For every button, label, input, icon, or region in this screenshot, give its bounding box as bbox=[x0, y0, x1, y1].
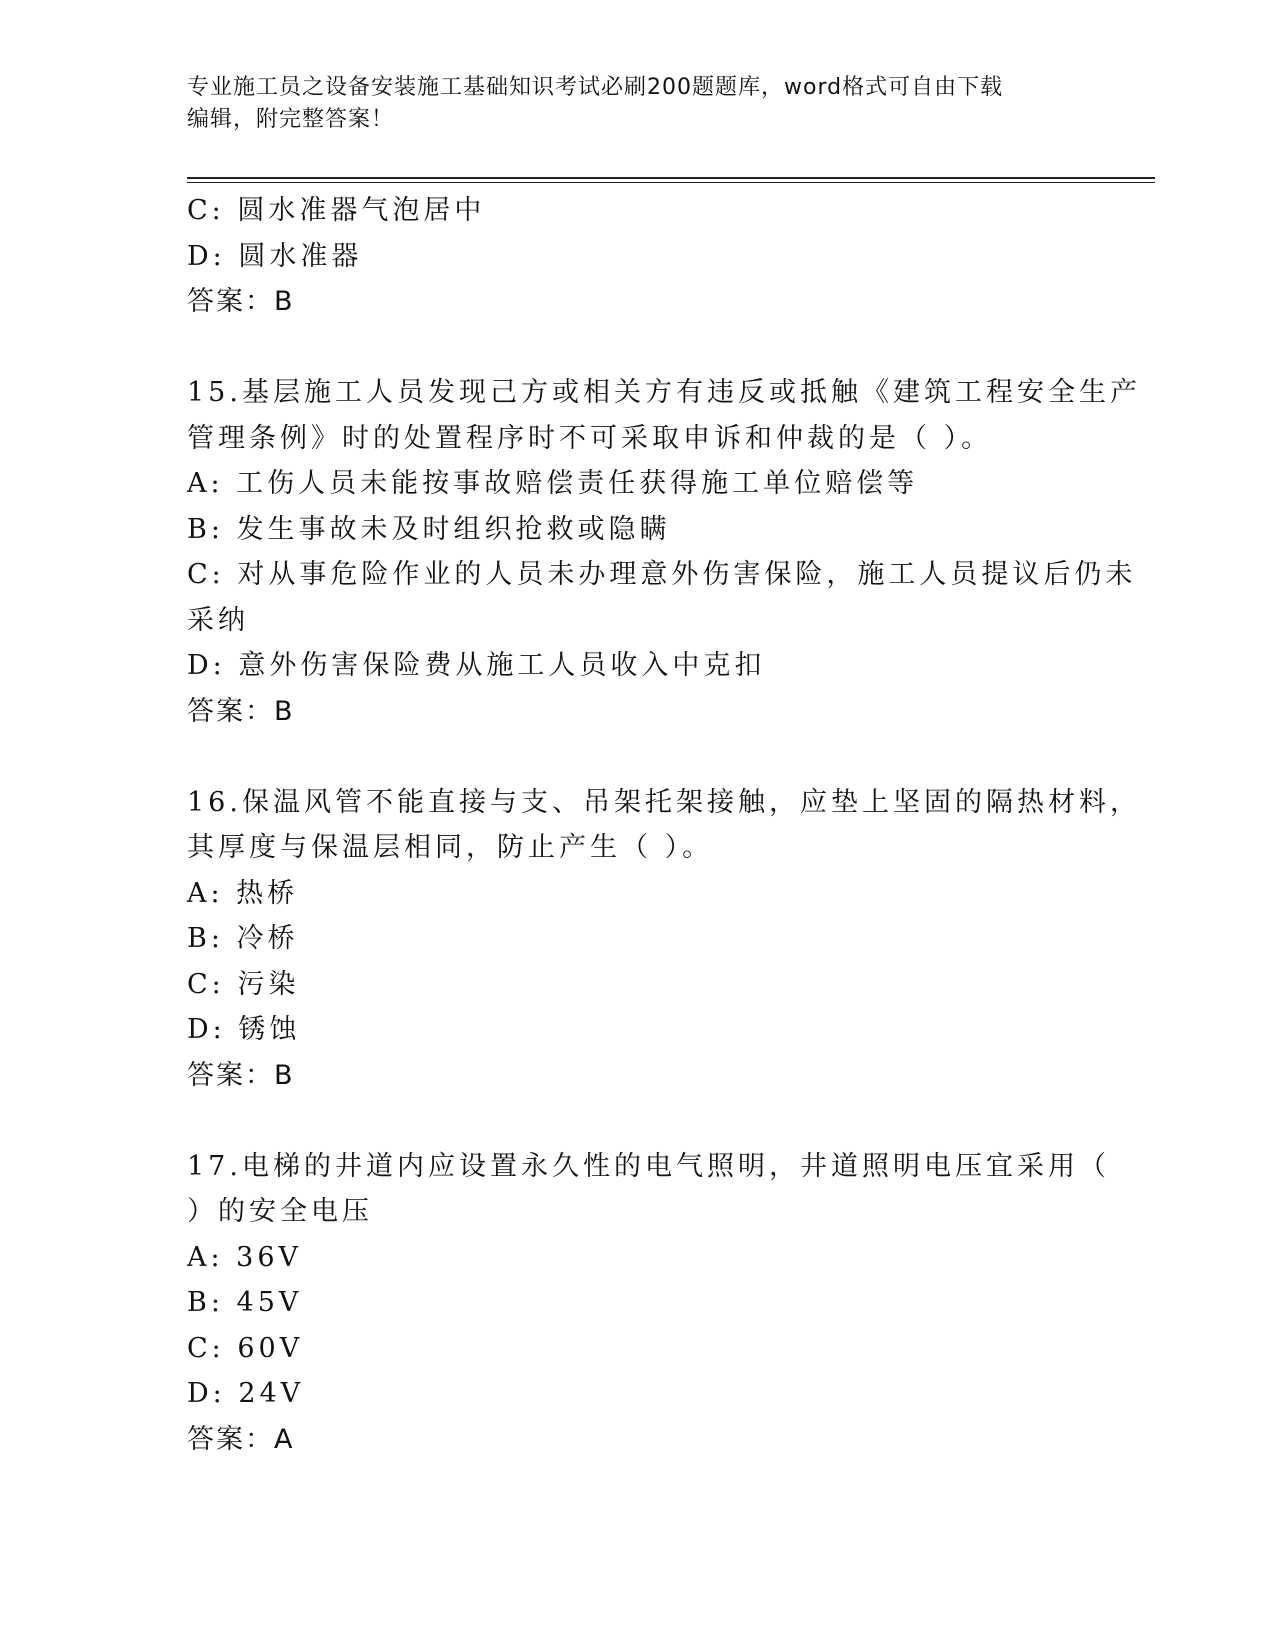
partial-question bbox=[187, 188, 1107, 325]
option-line: D: 圆水准器 bbox=[187, 240, 363, 272]
option-line: A: 热桥 bbox=[187, 877, 299, 909]
option-line: D: 24V bbox=[187, 1378, 305, 1409]
document-header bbox=[187, 72, 1087, 136]
question-15 bbox=[187, 370, 1141, 734]
spacer bbox=[187, 325, 1107, 371]
option-line: C: 污染 bbox=[187, 968, 300, 1000]
option-line: B: 45V bbox=[187, 1287, 303, 1318]
option-line: C: 对从事危险作业的人员未办理意外伤害保险，施工人员提议后仍未 bbox=[187, 559, 1137, 590]
spacer bbox=[187, 734, 1107, 780]
answer-line: 答案：B bbox=[187, 1059, 295, 1091]
option-line: D: 锈蚀 bbox=[187, 1014, 301, 1045]
question-17 bbox=[187, 1144, 1110, 1463]
question-stem: 17.电梯的井道内应设置永久性的电气照明，井道照明电压宜采用（ bbox=[187, 1150, 1110, 1182]
question-stem: 16.保温风管不能直接与支、吊架托架接触，应垫上坚固的隔热材料， bbox=[187, 786, 1141, 818]
header-divider-thin bbox=[187, 182, 1155, 183]
answer-line: 答案：B bbox=[187, 695, 295, 727]
option-line: D: 意外伤害保险费从施工人员收入中克扣 bbox=[187, 650, 766, 681]
option-line: 采纳 bbox=[187, 604, 249, 636]
question-16 bbox=[187, 780, 1141, 1099]
question-stem: 管理条例》时的处置程序时不可采取申诉和仲裁的是（ ）。 bbox=[187, 422, 993, 454]
option-line: A: 36V bbox=[187, 1241, 303, 1273]
header-line-1: 专业施工员之设备安装施工基础知识考试必刷200题题库，word格式可自由下载 bbox=[187, 75, 1004, 100]
spacer bbox=[187, 1098, 1107, 1144]
option-line: B: 冷桥 bbox=[187, 923, 299, 954]
option-line: C: 圆水准器气泡居中 bbox=[187, 195, 486, 226]
option-line: B: 发生事故未及时组织抢救或隐瞒 bbox=[187, 513, 671, 545]
option-line: A: 工伤人员未能按事故赔偿责任获得施工单位赔偿等 bbox=[187, 468, 919, 499]
question-stem: 其厚度与保温层相同，防止产生（ ）。 bbox=[187, 832, 714, 863]
answer-line: 答案：B bbox=[187, 286, 295, 317]
document-body bbox=[187, 188, 1141, 1462]
option-line: C: 60V bbox=[187, 1332, 304, 1364]
header-divider-thick bbox=[187, 177, 1155, 179]
question-stem: ）的安全电压 bbox=[187, 1196, 373, 1227]
answer-line: 答案：A bbox=[187, 1423, 295, 1455]
question-stem: 15.基层施工人员发现己方或相关方有违反或抵触《建筑工程安全生产 bbox=[187, 377, 1141, 408]
header-line-2: 编辑，附完整答案！ bbox=[187, 107, 395, 132]
